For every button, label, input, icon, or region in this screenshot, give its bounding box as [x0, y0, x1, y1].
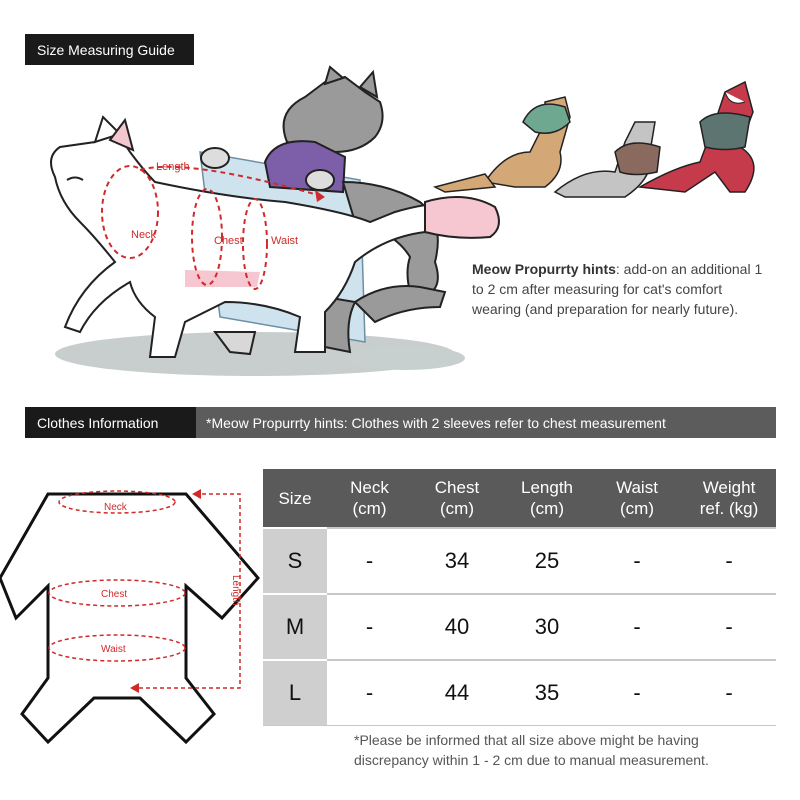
clothes-info-title: Clothes Information: [25, 407, 196, 438]
diagram-neck-label: Neck: [104, 502, 127, 513]
length-arrow-top: [192, 489, 201, 499]
meow-hints-title: Meow Propurrty hints: [472, 261, 616, 277]
gray-cat-paw-right: [306, 170, 334, 190]
neck-cell: -: [327, 594, 412, 660]
header-length: Length (cm): [502, 469, 592, 528]
green-cat-icon: [435, 97, 570, 192]
size-cell: M: [263, 594, 327, 660]
measuring-illustration: [25, 62, 775, 392]
table-header-row: [263, 469, 776, 528]
meow-hints-text: : add-on an additional 1 to 2 cm after measuring for cat's comfort wearing (and preparation for nearly future).: [472, 261, 763, 317]
length-label: Length: [156, 161, 190, 173]
chest-cell: 40: [412, 594, 502, 660]
size-cell: L: [263, 660, 327, 726]
ground-shadow-2: [345, 346, 465, 370]
waist-label: Waist: [271, 235, 299, 247]
header-chest: Chest (cm): [412, 469, 502, 528]
size-table: [263, 469, 776, 726]
header-neck: Neck (cm): [327, 469, 412, 528]
sleeves-hint-bar: *Meow Propurrty hints: Clothes with 2 sleeves refer to chest measurement: [196, 407, 776, 438]
diagram-chest-label: Chest: [101, 589, 128, 600]
neck-label: Neck: [131, 229, 157, 241]
length-cell: 35: [502, 660, 592, 726]
clothes-diagram: [0, 480, 262, 745]
diagram-waist-label: Waist: [101, 644, 126, 655]
chest-cell: 34: [412, 528, 502, 594]
weight-cell: -: [682, 594, 776, 660]
weight-cell: -: [682, 660, 776, 726]
table-row: [263, 528, 776, 594]
gray-cat-paw-left: [201, 148, 229, 168]
length-cell: 30: [502, 594, 592, 660]
header-waist: Waist (cm): [592, 469, 682, 528]
chest-cell: 44: [412, 660, 502, 726]
chest-label: Chest: [214, 235, 243, 247]
waist-cell: -: [592, 660, 682, 726]
header-size: Size: [263, 469, 327, 528]
header-weight: Weight ref. (kg): [682, 469, 776, 528]
pajama-outline: [0, 494, 258, 742]
table-row: [263, 594, 776, 660]
red-cat-icon: [640, 82, 754, 192]
discrepancy-note: *Please be informed that all size above might be having discrepancy within 1 - 2 cm due to manual measurement.: [354, 732, 709, 768]
size-guide-title: Size Measuring Guide: [25, 34, 194, 65]
neck-cell: -: [327, 660, 412, 726]
meow-hints-paragraph: [472, 259, 772, 319]
pink-tail-tip: [425, 197, 499, 238]
waist-cell: -: [592, 528, 682, 594]
table-row: [263, 660, 776, 726]
length-cell: 25: [502, 528, 592, 594]
weight-cell: -: [682, 528, 776, 594]
neck-cell: -: [327, 528, 412, 594]
size-cell: S: [263, 528, 327, 594]
diagram-length-label: Length: [230, 575, 241, 606]
waist-cell: -: [592, 594, 682, 660]
